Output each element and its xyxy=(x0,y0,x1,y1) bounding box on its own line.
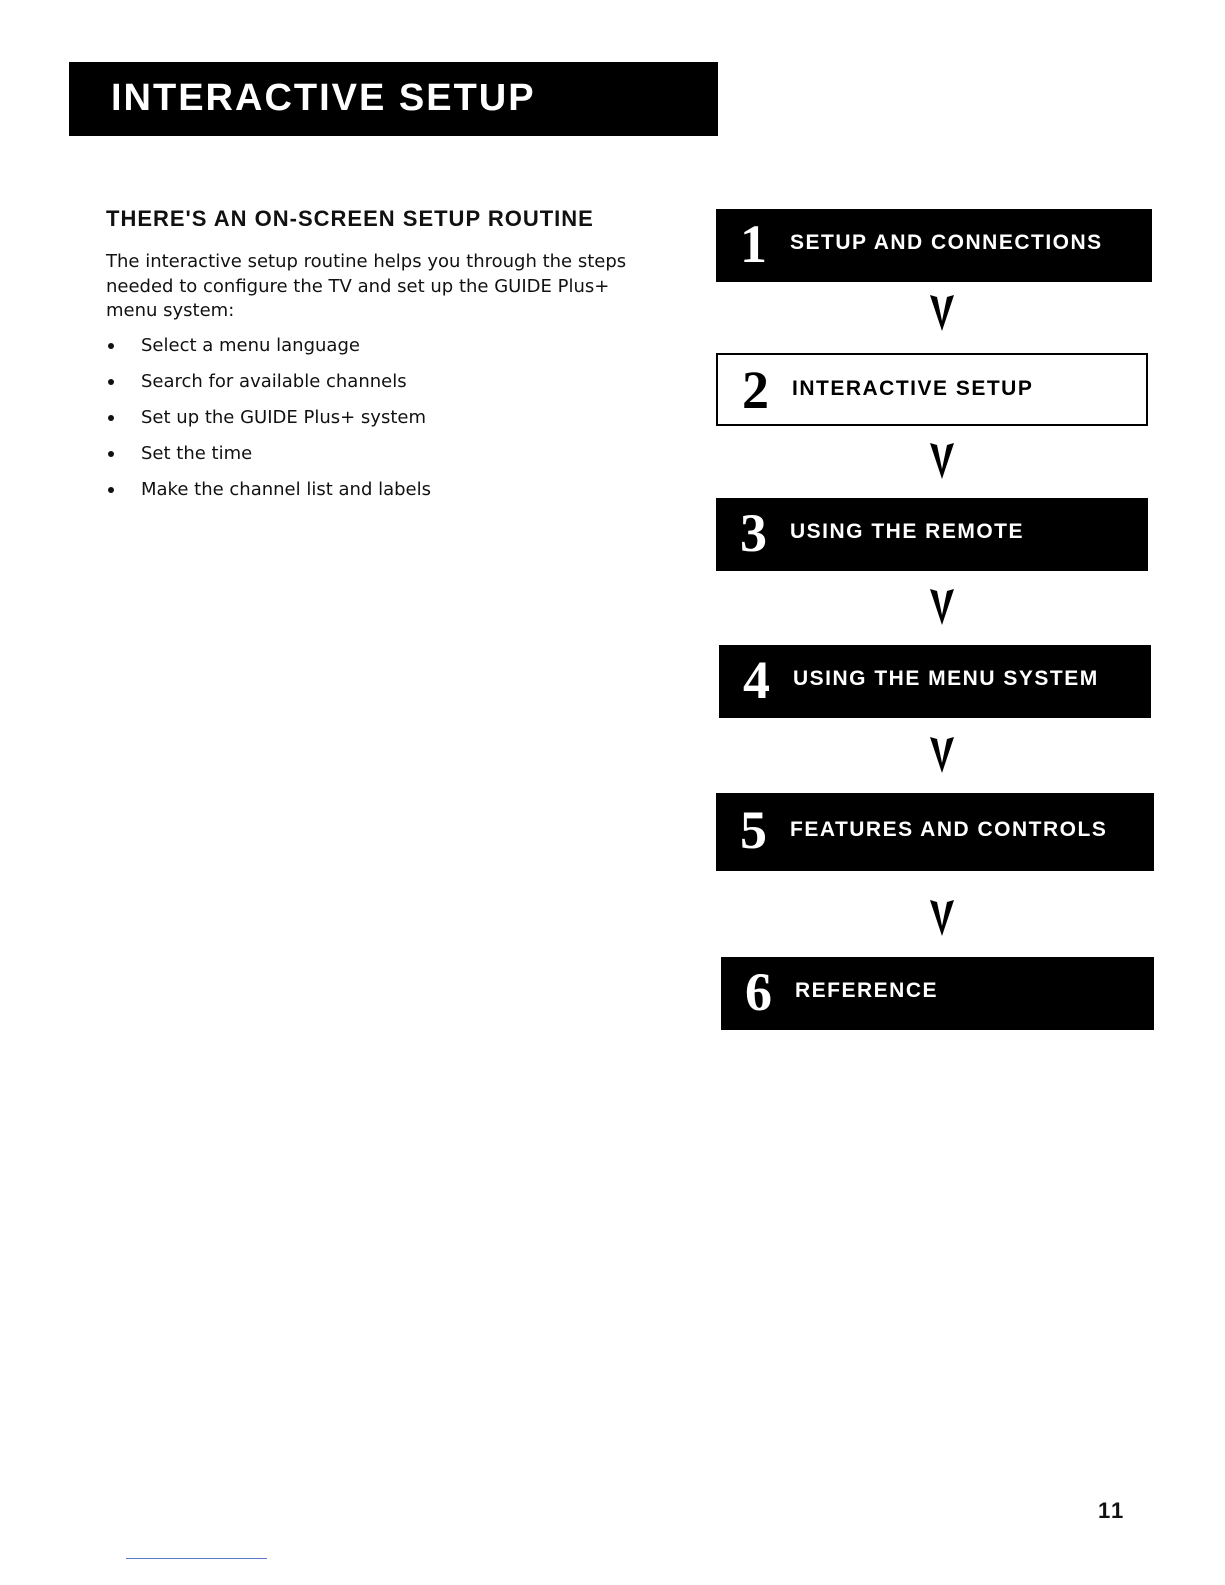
bullet-icon xyxy=(108,451,114,457)
down-arrow-icon xyxy=(927,585,957,627)
list-item-text: Select a menu language xyxy=(141,335,360,356)
page-number: 11 xyxy=(1098,1498,1126,1523)
step-reference xyxy=(721,957,1154,1030)
step-setup-and-connections xyxy=(716,209,1152,282)
list-item-text: Set up the GUIDE Plus+ system xyxy=(141,407,427,428)
list-item xyxy=(106,332,431,368)
chapter-title: INTERACTIVE SETUP xyxy=(111,77,536,119)
step-using-the-menu-system xyxy=(719,645,1151,718)
step-number: 1 xyxy=(740,214,767,274)
bullet-icon xyxy=(108,379,114,385)
list-item-text: Search for available channels xyxy=(141,371,407,392)
step-number: 4 xyxy=(743,650,770,710)
step-label: FEATURES AND CONTROLS xyxy=(790,818,1108,841)
bullet-icon xyxy=(108,343,114,349)
step-label: USING THE REMOTE xyxy=(790,520,1025,543)
down-arrow-icon xyxy=(927,439,957,481)
down-arrow-icon xyxy=(927,896,957,938)
step-label: INTERACTIVE SETUP xyxy=(792,377,1034,400)
step-features-and-controls xyxy=(716,793,1154,871)
step-label: USING THE MENU SYSTEM xyxy=(793,667,1099,690)
list-item xyxy=(106,476,431,512)
bullet-icon xyxy=(108,487,114,493)
bullet-icon xyxy=(108,415,114,421)
list-item-text: Make the channel list and labels xyxy=(141,479,432,500)
list-item xyxy=(106,368,431,404)
step-label: REFERENCE xyxy=(795,979,939,1002)
feature-list xyxy=(106,332,431,512)
step-interactive-setup xyxy=(716,353,1148,426)
step-number: 2 xyxy=(742,360,769,420)
footer-divider xyxy=(126,1558,267,1559)
list-item-text: Set the time xyxy=(141,443,253,464)
list-item xyxy=(106,404,431,440)
intro-paragraph: The interactive setup routine helps you through the steps needed to configure the TV and set up the GUIDE Plus+ menu system: xyxy=(106,251,627,321)
step-number: 6 xyxy=(745,962,772,1022)
down-arrow-icon xyxy=(927,291,957,333)
step-label: SETUP AND CONNECTIONS xyxy=(790,231,1103,254)
step-number: 5 xyxy=(740,800,767,860)
section-heading: THERE'S AN ON-SCREEN SETUP ROUTINE xyxy=(106,206,594,231)
chapter-title-bar xyxy=(69,62,718,136)
down-arrow-icon xyxy=(927,733,957,775)
list-item xyxy=(106,440,431,476)
step-using-the-remote xyxy=(716,498,1148,571)
step-number: 3 xyxy=(740,503,767,563)
